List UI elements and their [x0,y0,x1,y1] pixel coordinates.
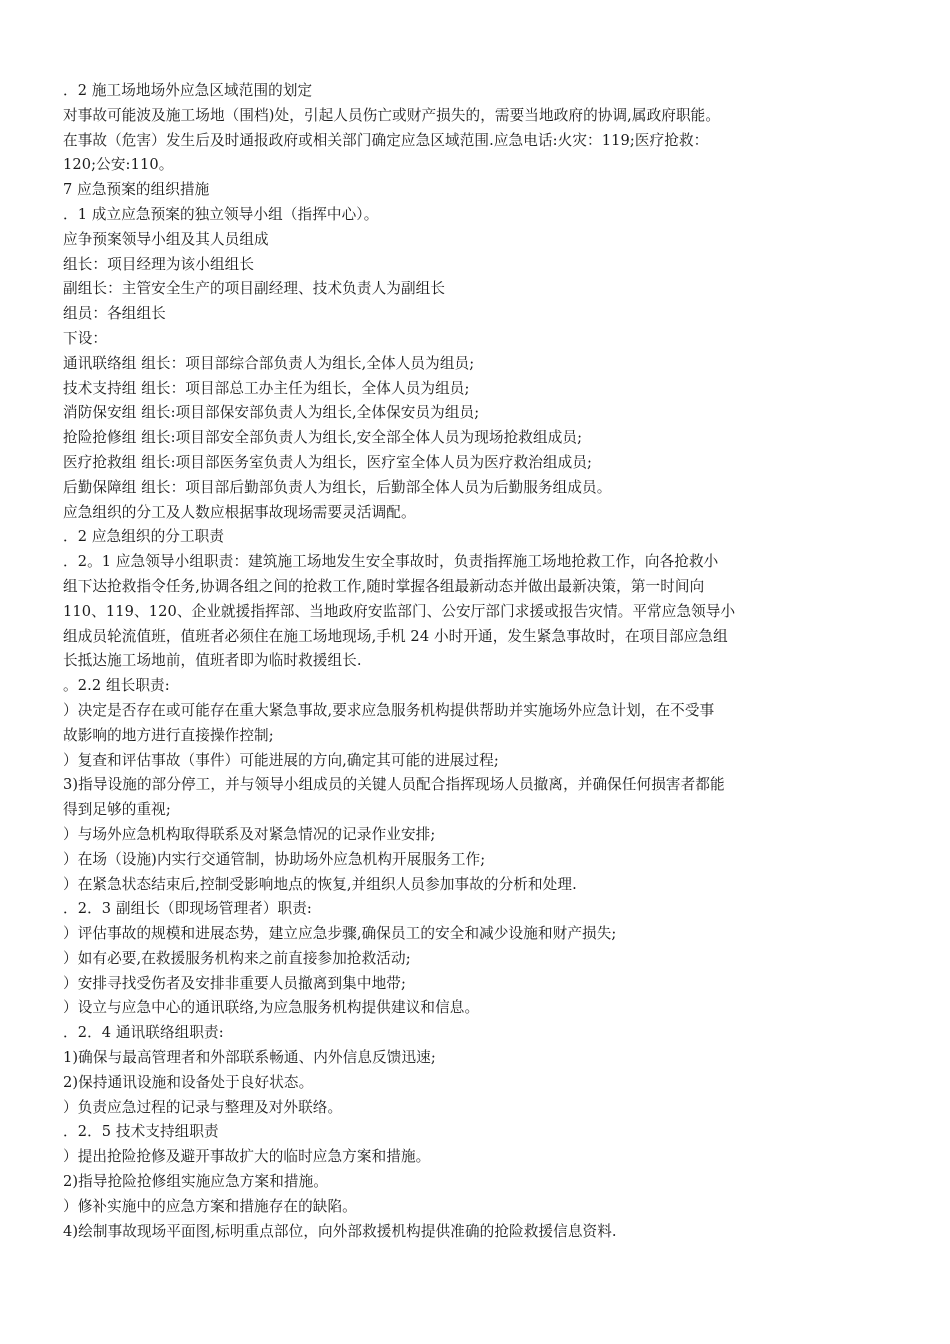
text-line: 7 应急预案的组织措施 [63,181,210,199]
text-line: ）评估事故的规模和进展态势，建立应急步骤,确保员工的安全和减少设施和财产损失; [63,925,617,943]
text-line: ）提出抢险抢修及避开事故扩大的临时应急方案和措施。 [63,1148,431,1166]
text-line: 组成员轮流值班，值班者必须住在施工场地现场,手机 24 小时开通，发生紧急事故时，在项目部应急组 [63,627,728,645]
text-line: 应急组织的分工及人数应根据事故现场需要灵活调配。 [63,503,416,521]
text-line: 得到足够的重视; [63,801,171,819]
text-line: 组长：项目经理为该小组组长 [63,255,255,273]
text-line: 消防保安组 组长:项目部保安部负责人为组长,全体保安员为组员; [63,404,480,422]
text-line: ．2．4 通讯联络组职责: [63,1024,224,1042]
text-line: 下设： [63,329,108,347]
text-line: ）在场（设施)内实行交通管制，协助场外应急机构开展服务工作; [63,850,486,868]
document-page [63,79,893,1244]
text-line: 对事故可能波及施工场地（围档)处，引起人员伤亡或财产损失的，需要当地政府的协调,属政府职能。 [63,106,721,124]
text-line: ．2．3 副组长（即现场管理者）职责: [63,900,312,918]
text-line: 医疗抢救组 组长:项目部医务室负责人为组长，医疗室全体人员为医疗救治组成员; [63,453,593,471]
text-line: ）在紧急状态结束后,控制受影响地点的恢复,并组织人员参加事故的分析和处理. [63,875,577,893]
text-line: 在事故（危害）发生后及时通报政府或相关部门确定应急区域范围.应急电话:火灾：119;医疗抢救： [63,131,709,149]
text-line: ）修补实施中的应急方案和措施存在的缺陷。 [63,1197,357,1215]
text-line: ．2．5 技术支持组职责 [63,1123,219,1141]
text-line: 4)绘制事故现场平面图,标明重点部位，向外部救援机构提供准确的抢险救援信息资料. [63,1222,617,1240]
text-line: 故影响的地方进行直接操作控制; [63,726,274,744]
text-line: 2)指导抢险抢修组实施应急方案和措施。 [63,1173,328,1191]
text-line: 应争预案领导小组及其人员组成 [63,230,269,248]
text-line: 组员：各组组长 [63,305,166,323]
text-line: ）与场外应急机构取得联系及对紧急情况的记录作业安排; [63,825,436,843]
text-line: ．1 成立应急预案的独立领导小组（指挥中心）。 [63,205,379,223]
text-line: ．2。1 应急领导小组职责：建筑施工场地发生安全事故时，负责指挥施工场地抢救工作，向各抢救小 [63,553,719,571]
text-line: 通讯联络组 组长：项目部综合部负责人为组长,全体人员为组员; [63,354,475,372]
text-line: ．2 施工场地场外应急区域范围的划定 [63,82,313,99]
text-line: 副组长：主管安全生产的项目副经理、技术负责人为副组长 [63,280,446,298]
text-line: 2)保持通讯设施和设备处于良好状态。 [63,1073,314,1091]
text-line: 3)指导设施的部分停工，并与领导小组成员的关键人员配合指挥现场人员撤离，并确保任何损害者都能 [63,776,725,794]
text-line: 。2.2 组长职责: [63,677,170,695]
text-line: ）设立与应急中心的通讯联络,为应急服务机构提供建议和信息。 [63,999,480,1017]
text-line: ）安排寻找受伤者及安排非重要人员撤离到集中地带; [63,974,406,992]
text-line: 抢险抢修组 组长:项目部安全部负责人为组长,安全部全体人员为现场抢救组成员; [63,429,583,447]
text-line: 1)确保与最高管理者和外部联系畅通、内外信息反馈迅速; [63,1049,436,1067]
text-line: ）如有必要,在救援服务机构来之前直接参加抢救活动; [63,949,411,967]
text-line: 120;公安:110。 [63,156,174,174]
text-line: 组下达抢救指令任务,协调各组之间的抢救工作,随时掌握各组最新动态并做出最新决策，第一时间向 [63,577,705,595]
text-line: ）负责应急过程的记录与整理及对外联络。 [63,1098,343,1116]
text-line: 后勤保障组 组长：项目部后勤部负责人为组长，后勤部全体人员为后勤服务组成员。 [63,478,612,496]
text-line: 技术支持组 组长：项目部总工办主任为组长，全体人员为组员; [63,379,470,397]
text-line: 110、119、120、企业就援指挥部、当地政府安监部门、公安厅部门求援或报告灾情。平常应急领导小 [63,602,736,620]
text-line: 长抵达施工场地前，值班者即为临时救援组长. [63,652,362,670]
text-line: ）复查和评估事故（事件）可能进展的方向,确定其可能的进展过程; [63,751,499,769]
text-line: ）决定是否存在或可能存在重大紧急事故,要求应急服务机构提供帮助并实施场外应急计划，在不受事 [63,701,715,719]
text-line: ．2 应急组织的分工职责 [63,528,225,546]
